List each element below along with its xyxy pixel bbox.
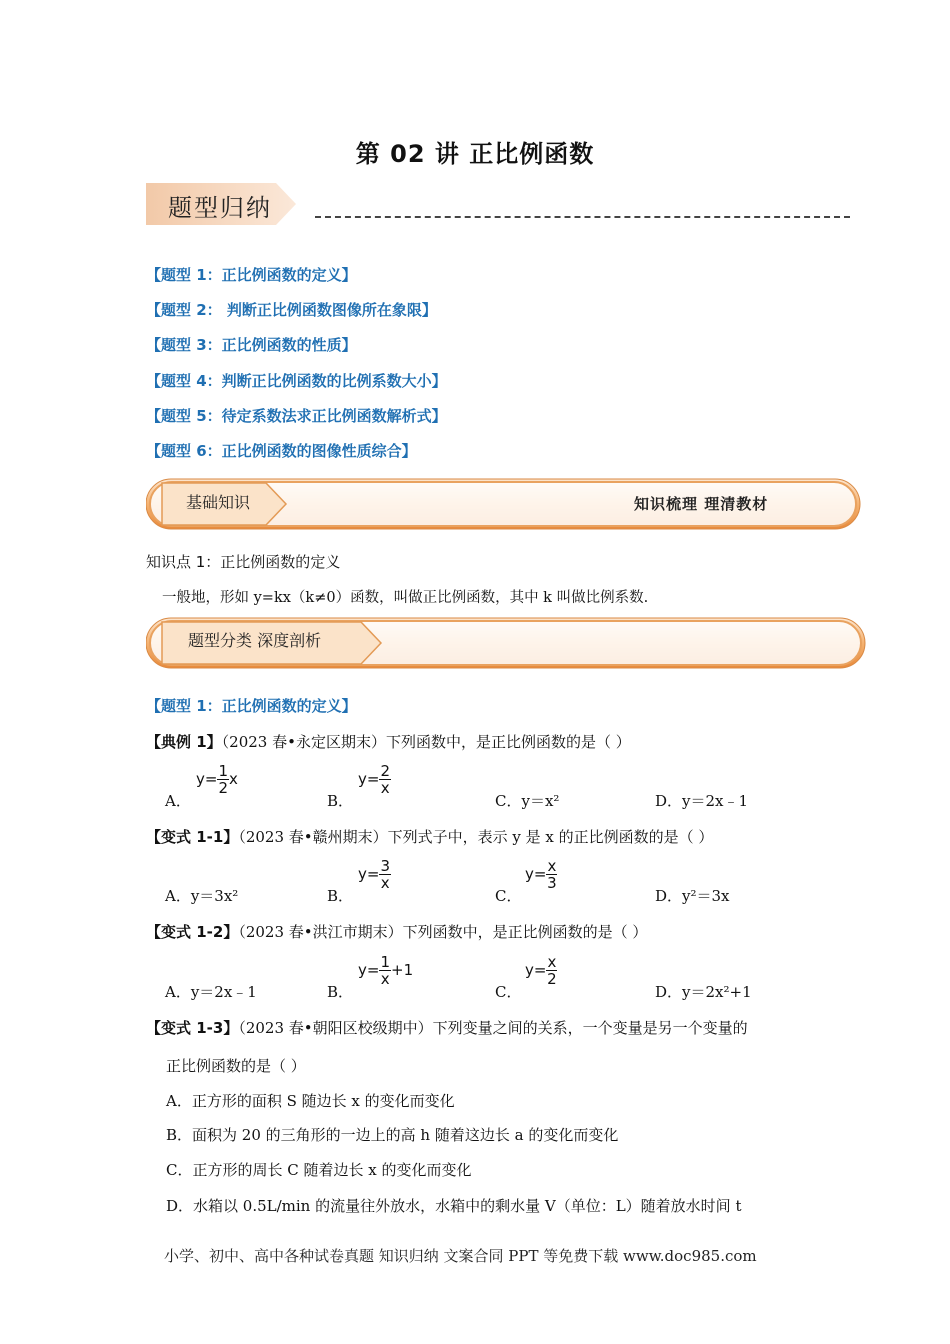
q3-option-a[interactable]: A．y＝2x﹣1 xyxy=(165,983,257,1001)
question-3-tag: 【变式 1-2】 xyxy=(146,923,239,941)
banner1-label: 基础知识 xyxy=(186,493,251,512)
banner2-label: 题型分类 深度剖析 xyxy=(188,631,322,650)
q2-option-b-label[interactable]: B． xyxy=(327,887,354,905)
q1-option-b-label[interactable]: B． xyxy=(327,792,354,810)
question-2-text: （2023 春•赣州期末）下列式子中，表示 y 是 x 的正比例函数的是（ ） xyxy=(238,828,714,846)
question-4-text: （2023 春•朝阳区校级期中）下列变量之间的关系，一个变量是另一个变量的 xyxy=(238,1019,748,1037)
q4-option-a[interactable]: A．正方形的面积 S 随边长 x 的变化而变化 xyxy=(166,1092,455,1110)
q3-option-d[interactable]: D．y＝2x²+1 xyxy=(655,983,752,1001)
q3-option-b-expr[interactable]: y= $\frac{1}{x}$ +1 xyxy=(358,953,414,988)
knowledge-point-title: 知识点 1：正比例函数的定义 xyxy=(146,553,341,571)
question-4-text-line2: 正比例函数的是（ ） xyxy=(166,1057,306,1075)
question-4-tag: 【变式 1-3】 xyxy=(146,1019,239,1037)
q2-option-d[interactable]: D．y²＝3x xyxy=(655,887,730,905)
section-divider xyxy=(315,216,850,218)
toc-item-1[interactable]: 【题型 1：正比例函数的定义】 xyxy=(146,266,357,284)
question-3 xyxy=(146,921,647,942)
page-footer: 小学、初中、高中各种试卷真题 知识归纳 文案合同 PPT 等免费下载 www.doc985.com xyxy=(164,1247,757,1265)
page-title: 第 02 讲 正比例函数 xyxy=(355,140,595,168)
q1-option-a-label[interactable]: A． xyxy=(165,792,191,810)
question-1 xyxy=(146,731,631,752)
question-2 xyxy=(146,826,713,847)
question-4 xyxy=(146,1017,748,1038)
q1-option-c[interactable]: C．y＝x² xyxy=(495,792,560,810)
toc-item-2[interactable]: 【题型 2： 判断正比例函数图像所在象限】 xyxy=(146,301,437,319)
q4-option-c[interactable]: C．正方形的周长 C 随着边长 x 的变化而变化 xyxy=(166,1161,472,1179)
toc-item-4[interactable]: 【题型 4：判断正比例函数的比例系数大小】 xyxy=(146,372,447,390)
toc-item-6[interactable]: 【题型 6：正比例函数的图像性质综合】 xyxy=(146,442,417,460)
q1-option-a-expr[interactable]: y= $\frac{1}{2}$ x xyxy=(196,762,238,797)
q3-option-c-expr[interactable]: y= $\frac{x}{2}$ xyxy=(525,953,557,988)
q2-option-c-label[interactable]: C． xyxy=(495,887,522,905)
section-tag-label: 题型归纳 xyxy=(168,194,272,222)
q1-option-d[interactable]: D．y＝2x﹣1 xyxy=(655,792,749,810)
knowledge-point-body: 一般地，形如 y=kx（k≠0）函数，叫做正比例函数，其中 k 叫做比例系数. xyxy=(162,590,649,606)
type1-heading: 【题型 1：正比例函数的定义】 xyxy=(146,697,357,715)
q2-option-b-expr[interactable]: y= $\frac{3}{x}$ xyxy=(358,857,390,892)
q2-option-c-expr[interactable]: y= $\frac{x}{3}$ xyxy=(525,857,557,892)
q3-option-b-label[interactable]: B． xyxy=(327,983,354,1001)
toc-item-5[interactable]: 【题型 5：待定系数法求正比例函数解析式】 xyxy=(146,407,447,425)
q1-option-b-expr[interactable]: y= $\frac{2}{x}$ xyxy=(358,762,390,797)
question-1-text: （2023 春•永定区期末）下列函数中，是正比例函数的是（ ） xyxy=(221,733,631,751)
toc-item-3[interactable]: 【题型 3：正比例函数的性质】 xyxy=(146,336,357,354)
q4-option-d[interactable]: D．水箱以 0.5L/min 的流量往外放水，水箱中的剩水量 V（单位：L）随着放水时间 t xyxy=(166,1197,742,1215)
q4-option-b[interactable]: B．面积为 20 的三角形的一边上的高 h 随着这边长 a 的变化而变化 xyxy=(166,1126,619,1144)
q3-option-c-label[interactable]: C． xyxy=(495,983,522,1001)
question-2-tag: 【变式 1-1】 xyxy=(146,828,239,846)
q2-option-a[interactable]: A．y＝3x² xyxy=(165,887,239,905)
question-3-text: （2023 春•洪江市期末）下列函数中，是正比例函数的是（ ） xyxy=(238,923,648,941)
banner1-right-text: 知识梳理 理清教材 xyxy=(634,495,769,513)
question-1-tag: 【典例 1】 xyxy=(146,733,222,751)
